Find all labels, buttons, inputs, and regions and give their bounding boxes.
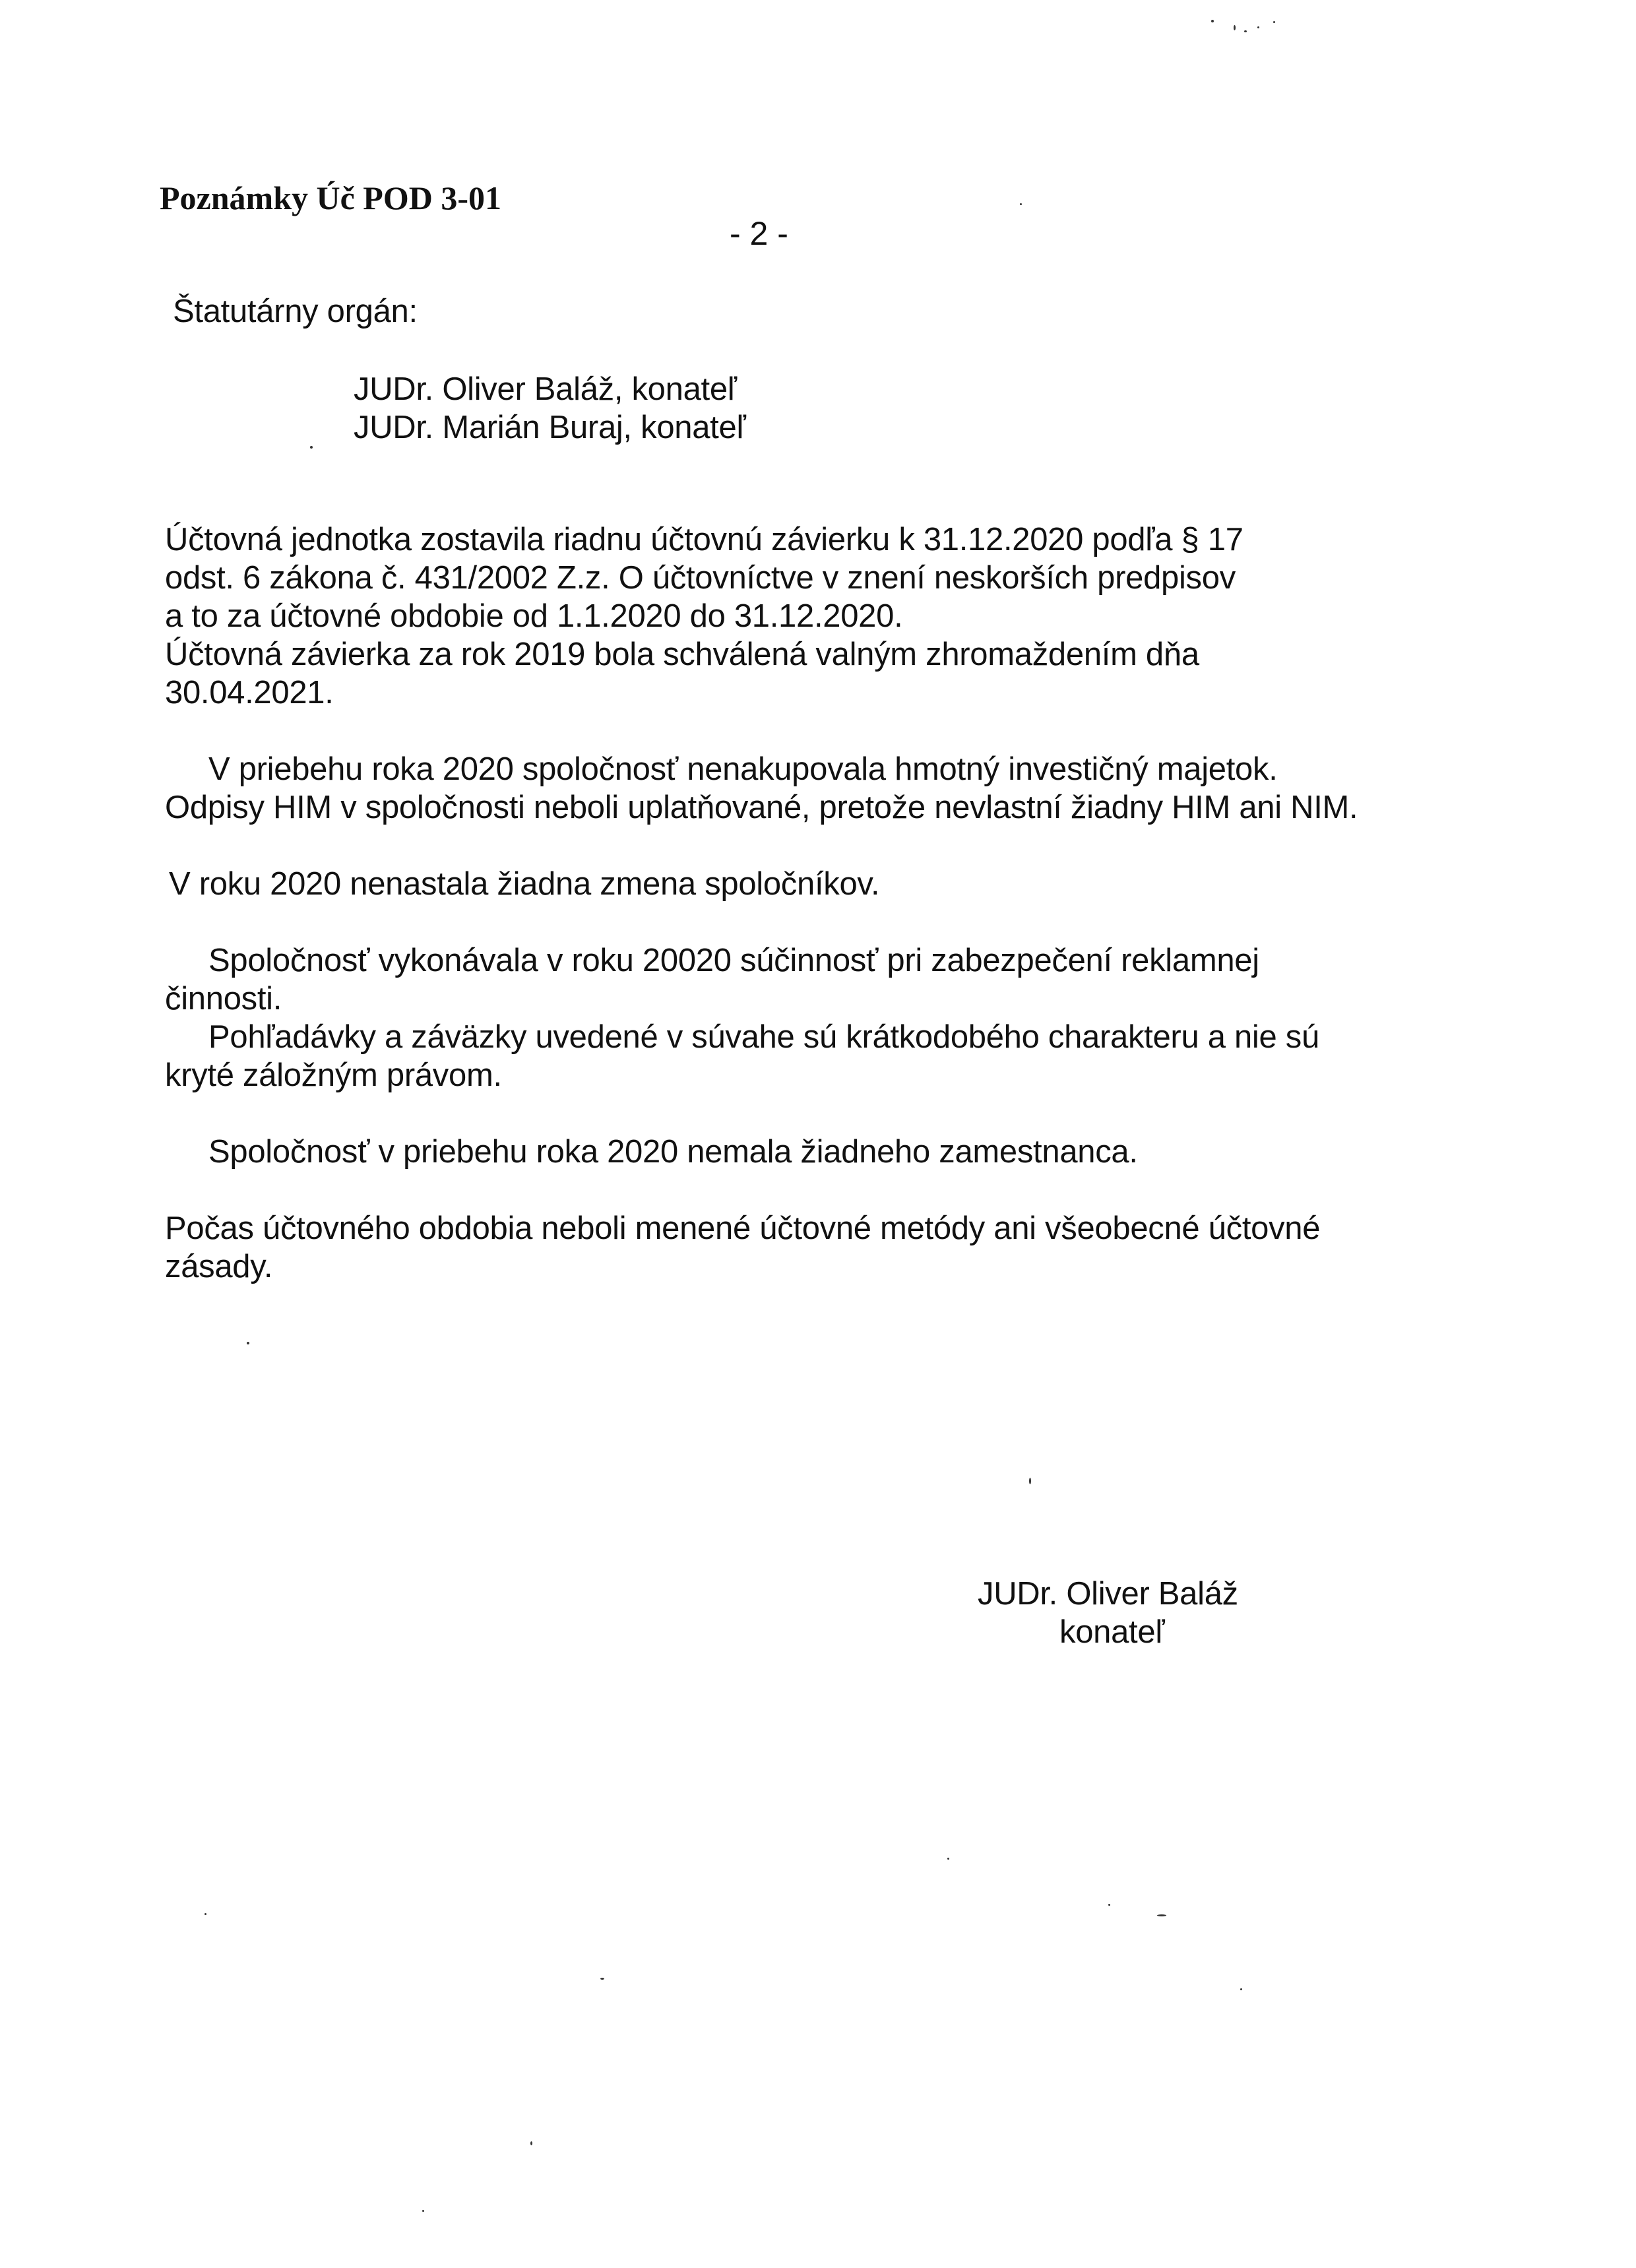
scan-speck bbox=[600, 1978, 604, 1980]
paragraph-line: Spoločnosť vykonávala v roku 20020 súčinnosť pri zabezpečení reklamnej bbox=[208, 943, 1259, 978]
scan-speck bbox=[204, 1913, 206, 1915]
paragraph-line: činnosti. bbox=[165, 981, 282, 1017]
scan-speck bbox=[1020, 203, 1022, 205]
document-header-title: Poznámky Úč POD 3-01 bbox=[160, 179, 501, 216]
statutory-member: JUDr. Oliver Baláž, konateľ bbox=[354, 371, 737, 407]
scan-speck bbox=[422, 2210, 424, 2212]
signature-name: JUDr. Oliver Baláž bbox=[978, 1576, 1238, 1612]
statutory-member: JUDr. Marián Buraj, konateľ bbox=[354, 410, 746, 445]
scan-speck bbox=[310, 446, 313, 449]
paragraph-line: Spoločnosť v priebehu roka 2020 nemala žiadneho zamestnanca. bbox=[208, 1134, 1138, 1170]
paragraph-line: Pohľadávky a záväzky uvedené v súvahe sú krátkodobého charakteru a nie sú bbox=[208, 1019, 1319, 1055]
scan-speck bbox=[1234, 25, 1236, 30]
paragraph-line: Odpisy HIM v spoločnosti neboli uplatňované, pretože nevlastní žiadny HIM ani NIM. bbox=[165, 790, 1358, 825]
paragraph-line: kryté záložným právom. bbox=[165, 1057, 502, 1093]
scan-speck bbox=[1257, 26, 1259, 28]
paragraph-line: odst. 6 zákona č. 431/2002 Z.z. O účtovníctve v znení neskorších predpisov bbox=[165, 560, 1236, 596]
scan-speck bbox=[1029, 1478, 1031, 1484]
paragraph-line: V roku 2020 nenastala žiadna zmena spoločníkov. bbox=[169, 866, 880, 902]
paragraph-line: Účtovná jednotka zostavila riadnu účtovnú závierku k 31.12.2020 podľa § 17 bbox=[165, 522, 1243, 557]
scan-speck bbox=[947, 1858, 949, 1860]
scan-speck bbox=[1244, 30, 1247, 32]
paragraph-line: V priebehu roka 2020 spoločnosť nenakupovala hmotný investičný majetok. bbox=[208, 751, 1278, 787]
paragraph-line: Počas účtovného obdobia neboli menené účtovné metódy ani všeobecné účtovné bbox=[165, 1211, 1321, 1246]
signature-role: konateľ bbox=[1059, 1614, 1165, 1650]
scan-speck bbox=[1157, 1914, 1166, 1916]
paragraph-line: zásady. bbox=[165, 1249, 273, 1284]
paragraph-line: 30.04.2021. bbox=[165, 675, 334, 710]
scan-speck bbox=[530, 2141, 532, 2145]
statutory-label: Štatutárny orgán: bbox=[173, 294, 418, 329]
paragraph-line: Účtovná závierka za rok 2019 bola schválená valným zhromaždením dňa bbox=[165, 637, 1199, 672]
scan-speck bbox=[1273, 21, 1275, 23]
paragraph-line: a to za účtovné obdobie od 1.1.2020 do 31.12.2020. bbox=[165, 598, 903, 634]
page-number: - 2 - bbox=[730, 215, 788, 252]
scan-speck bbox=[1211, 20, 1214, 22]
scan-speck bbox=[1240, 1988, 1242, 1990]
scan-speck bbox=[247, 1342, 249, 1344]
scan-speck bbox=[1108, 1904, 1110, 1906]
